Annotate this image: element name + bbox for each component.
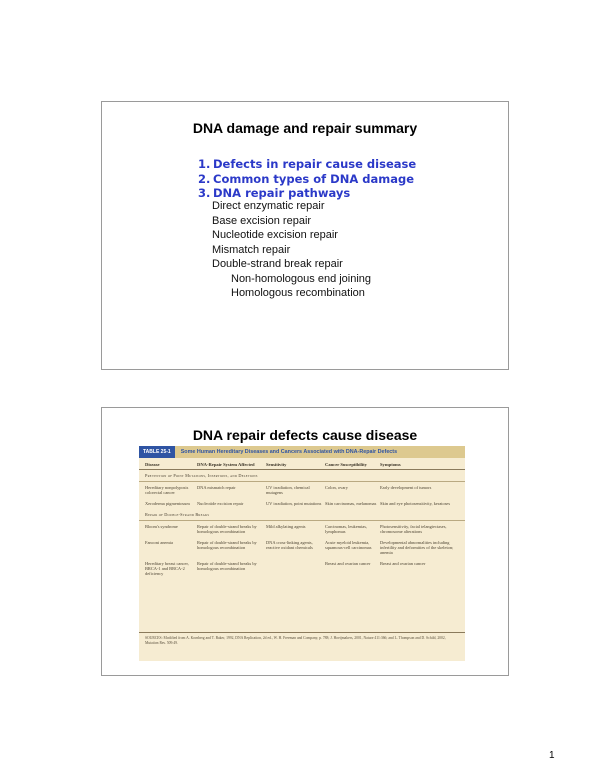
table-cell: Mild alkylating agents [266, 524, 306, 529]
table-cell: UV irradiation, chemical mutagens [266, 485, 310, 495]
column-header: Symptoms [380, 462, 401, 467]
table-cell: Carcinomas, leukemias, lymphomas [325, 524, 368, 534]
slide-2 [101, 407, 509, 676]
slide-1 [101, 101, 509, 370]
table-cell: Early development of tumors [380, 485, 432, 490]
table-cell: Xeroderma pigmentosum [145, 501, 190, 506]
pathway-item: Direct enzymatic repair [212, 200, 325, 212]
numbered-item: 1. Defects in repair cause disease [198, 157, 417, 171]
table-section-heading: Prevention of Point Mutations, Insertions, and Deletions [139, 470, 465, 482]
table-row [139, 521, 465, 537]
slide-2-title: DNA repair defects cause disease [192, 427, 418, 443]
table-cell: Skin carcinomas, melanomas [325, 501, 377, 506]
table-cell: Nucleotide excision repair [197, 501, 244, 506]
table-row [139, 558, 465, 579]
table-cell: Colon, ovary [325, 485, 348, 490]
table-row [139, 498, 465, 509]
pathway-item: Mismatch repair [212, 243, 291, 256]
column-header: Sensitivity [266, 462, 287, 467]
table-cell: UV irradiation, point mutations [266, 501, 322, 506]
table-cell: Acute myeloid leukemia, squamous-cell carcinomas [325, 540, 372, 550]
table-cell: Breast and ovarian cancer [325, 561, 371, 566]
pathway-item: Nucleotide excision repair [212, 229, 338, 241]
table-cell: Developmental abnormalities including infertility and deformities of the skeleton; anemia [380, 540, 454, 555]
column-header: Disease [145, 462, 160, 467]
table-cell: Hereditary breast cancer, BRCA-1 and BRCA-2 deficiency [145, 561, 189, 576]
table-column-headers [139, 458, 465, 470]
column-header: Cancer Susceptibility [325, 462, 367, 467]
numbered-item: 2. Common types of DNA damage [198, 171, 415, 186]
table-cell: Repair of double-strand breaks by homologous recombination [197, 561, 257, 571]
pathway-item: Base excision repair [212, 214, 312, 227]
table-section-heading: Repair of Double-Strand Breaks [139, 509, 465, 521]
table-cell: Repair of double-strand breaks by homologous recombination [197, 540, 257, 550]
table-cell: Photosensitivity, facial telangiectases, chromosome alterations [380, 524, 447, 534]
table-cell: Skin and eye photosensitivity, keratoses [380, 501, 451, 506]
table-cell: Hereditary nonpolyposis colorectal cancer [145, 485, 189, 495]
textbook-table-image [139, 446, 465, 661]
column-header: DNA-Repair System Affected [197, 462, 255, 467]
table-source-note: SOURCES: Modified from A. Kornberg and T. Baker, 1992, DNA Replication, 2d ed., W. H. Freeman and Company, p. 788; J. Hoeijmakers, 2001, Nature 411:366; and L. Thompson and D. Schild, 2002, Mutation Res. 509:49. [139, 632, 465, 648]
table-row [139, 537, 465, 558]
table-cell: Bloom's syndrome [145, 524, 178, 529]
slide-1-title: DNA damage and repair summary [192, 120, 418, 136]
pathway-item: Double-strand break repair [212, 258, 343, 270]
numbered-item: 3. DNA repair pathways [198, 186, 351, 200]
table-cell: Repair of double-strand breaks by homologous recombination [197, 524, 257, 534]
pathway-subitem: Homologous recombination [231, 287, 365, 299]
table-cell: Breast and ovarian cancer [380, 561, 426, 566]
table-body [139, 470, 465, 579]
table-row [139, 482, 465, 498]
table-cell: Fanconi anemia [145, 540, 173, 545]
pathway-subitem: Non-homologous end joining [231, 272, 372, 285]
repair-pathway-list [212, 199, 371, 301]
numbered-list [198, 157, 416, 201]
table-caption: Some Human Hereditary Diseases and Cancers Associated with DNA-Repair Defects [180, 449, 398, 455]
table-cell: DNA cross-linking agents, reactive oxidant chemicals [266, 540, 313, 550]
table-cell: DNA mismatch repair [197, 485, 236, 490]
page-number: 1 [549, 750, 555, 761]
table-cell [266, 561, 325, 576]
table-header-bar [139, 446, 465, 458]
table-number: TABLE 25-1 [139, 446, 175, 458]
